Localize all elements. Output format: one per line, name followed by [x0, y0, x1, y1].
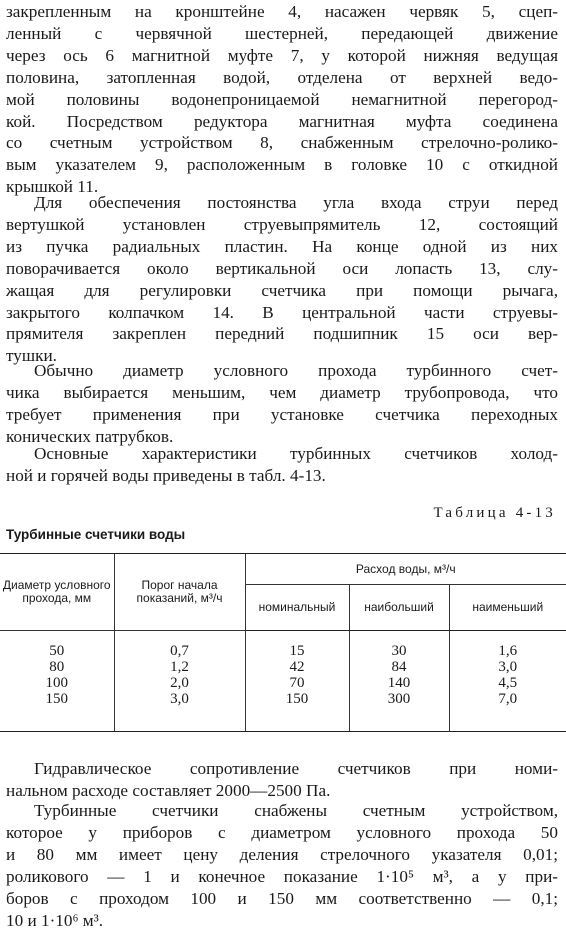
cell-nominal: 42: [245, 659, 349, 675]
text-line: ной и горячей воды приведены в табл. 4-13.: [6, 465, 326, 485]
text-line: мой половины водонепроницаемой немагнитной перегород-: [6, 89, 558, 109]
cell-max: 140: [349, 675, 449, 691]
text-line: Гидравлическое сопротивление счетчиков при номи-: [34, 759, 558, 778]
table-row: [0, 691, 566, 732]
header-min: наименьший: [449, 585, 566, 631]
cell-threshold: 1,2: [114, 659, 245, 675]
text-line: роликового — 1 и конечное показание 1·10⁵ м³, а у при-: [6, 866, 558, 886]
cell-diameter: 50: [49, 643, 65, 659]
text-line: крышкой 11.: [6, 177, 99, 197]
text-line: вым указателем 9, расположенным в головке 10 с откидной: [6, 155, 558, 175]
cell-diameter: 150: [0, 691, 114, 732]
cell-nominal: 70: [245, 675, 349, 691]
cell-nominal: 15: [245, 631, 349, 660]
paragraph-hydraulic-resistance: [6, 758, 558, 802]
text-line: которое у приборов с диаметром условного прохода 50: [6, 822, 558, 842]
text-line: и 80 мм имеет цену деления стрелочного указателя 0,01;: [6, 844, 558, 864]
cell-diameter: 100: [45, 675, 68, 691]
text-line: половина, затопленная водой, отделена от верхней ведо-: [6, 67, 558, 87]
cell-min: 4,5: [449, 675, 566, 691]
header-nominal: номинальный: [245, 585, 349, 631]
text-line: закрепленным на кронштейне 4, насажен червяк 5, сцеп-: [6, 2, 558, 21]
text-line: поворачивается около вертикальной оси лопасть 13, слу-: [6, 258, 558, 278]
text-line: чика выбирается меньшим, чем диаметр трубопровода, что: [6, 382, 558, 402]
text-line: требует применения при установке счетчика переходных: [6, 404, 558, 424]
header-flow: Расход воды, м³/ч: [245, 554, 566, 585]
header-max: наибольший: [349, 585, 449, 631]
cell-threshold: 3,0: [114, 691, 245, 732]
text-line: нальном расходе составляет 2000—2500 Па.: [6, 780, 331, 800]
text-line: Основные характеристики турбинных счетчиков холод-: [34, 444, 558, 463]
text-line: ленный с червячной шестерней, передающей движение: [6, 23, 558, 43]
text-line: жащая для регулировки счетчика при помощи рычага,: [6, 280, 558, 300]
text-line: Для обеспечения постоянства угла входа струи перед: [34, 193, 558, 212]
text-line: 10 и 1·10⁶ м³.: [6, 910, 104, 930]
cell-max: 300: [349, 691, 449, 732]
text-line: боров с проходом 100 и 150 мм соответственно — 0,1;: [6, 888, 558, 908]
text-line: через ось 6 магнитной муфте 7, у которой нижняя ведущая: [6, 45, 558, 65]
text-line: со счетным устройством 8, снабженным стрелочно-ролико-: [6, 133, 558, 153]
cell-threshold: 0,7: [114, 631, 245, 660]
text-line: закрытого колпачком 14. В центральной части струевы-: [6, 302, 558, 322]
paragraph-counting-device: [6, 800, 558, 931]
cell-min: 3,0: [449, 659, 566, 675]
header-diameter: Диаметр условного прохода, мм: [0, 554, 114, 631]
cell-min: 1,6: [449, 631, 566, 660]
cell-threshold: 2,0: [114, 675, 245, 691]
text-line: кой. Посредством редуктора магнитная муфта соединена: [6, 111, 558, 131]
header-threshold: Порог начала показаний, м³/ч: [114, 554, 245, 631]
table-row: [0, 675, 566, 691]
text-line: прямителя закреплен передний подшипник 15 оси вер-: [6, 324, 558, 344]
cell-min: 7,0: [449, 691, 566, 732]
text-line: вертушкой установлен струевыпрямитель 12, состоящий: [6, 214, 558, 234]
table-row: [0, 631, 566, 660]
text-line: из пучка радиальных пластин. На конце одной из них: [6, 236, 558, 256]
table-number: Таблица 4-13: [433, 505, 556, 521]
text-line: Обычно диаметр условного прохода турбинного счет-: [34, 361, 558, 380]
paragraph-device-description: [6, 1, 558, 198]
table-title: Турбинные счетчики воды: [6, 527, 186, 542]
paragraph-table-reference: [6, 443, 558, 487]
cell-max: 30: [349, 631, 449, 660]
cell-max: 84: [349, 659, 449, 675]
text-line: Турбинные счетчики снабжены счетным устройством,: [34, 801, 558, 820]
text-line: тушки.: [6, 346, 57, 366]
cell-nominal: 150: [245, 691, 349, 732]
table-row: [0, 659, 566, 675]
paragraph-diameter-choice: [6, 360, 558, 448]
water-meters-table: [0, 553, 566, 732]
cell-diameter: 80: [49, 659, 65, 675]
paragraph-flow-straightener: [6, 192, 558, 367]
text-line: конических патрубков.: [6, 426, 174, 446]
